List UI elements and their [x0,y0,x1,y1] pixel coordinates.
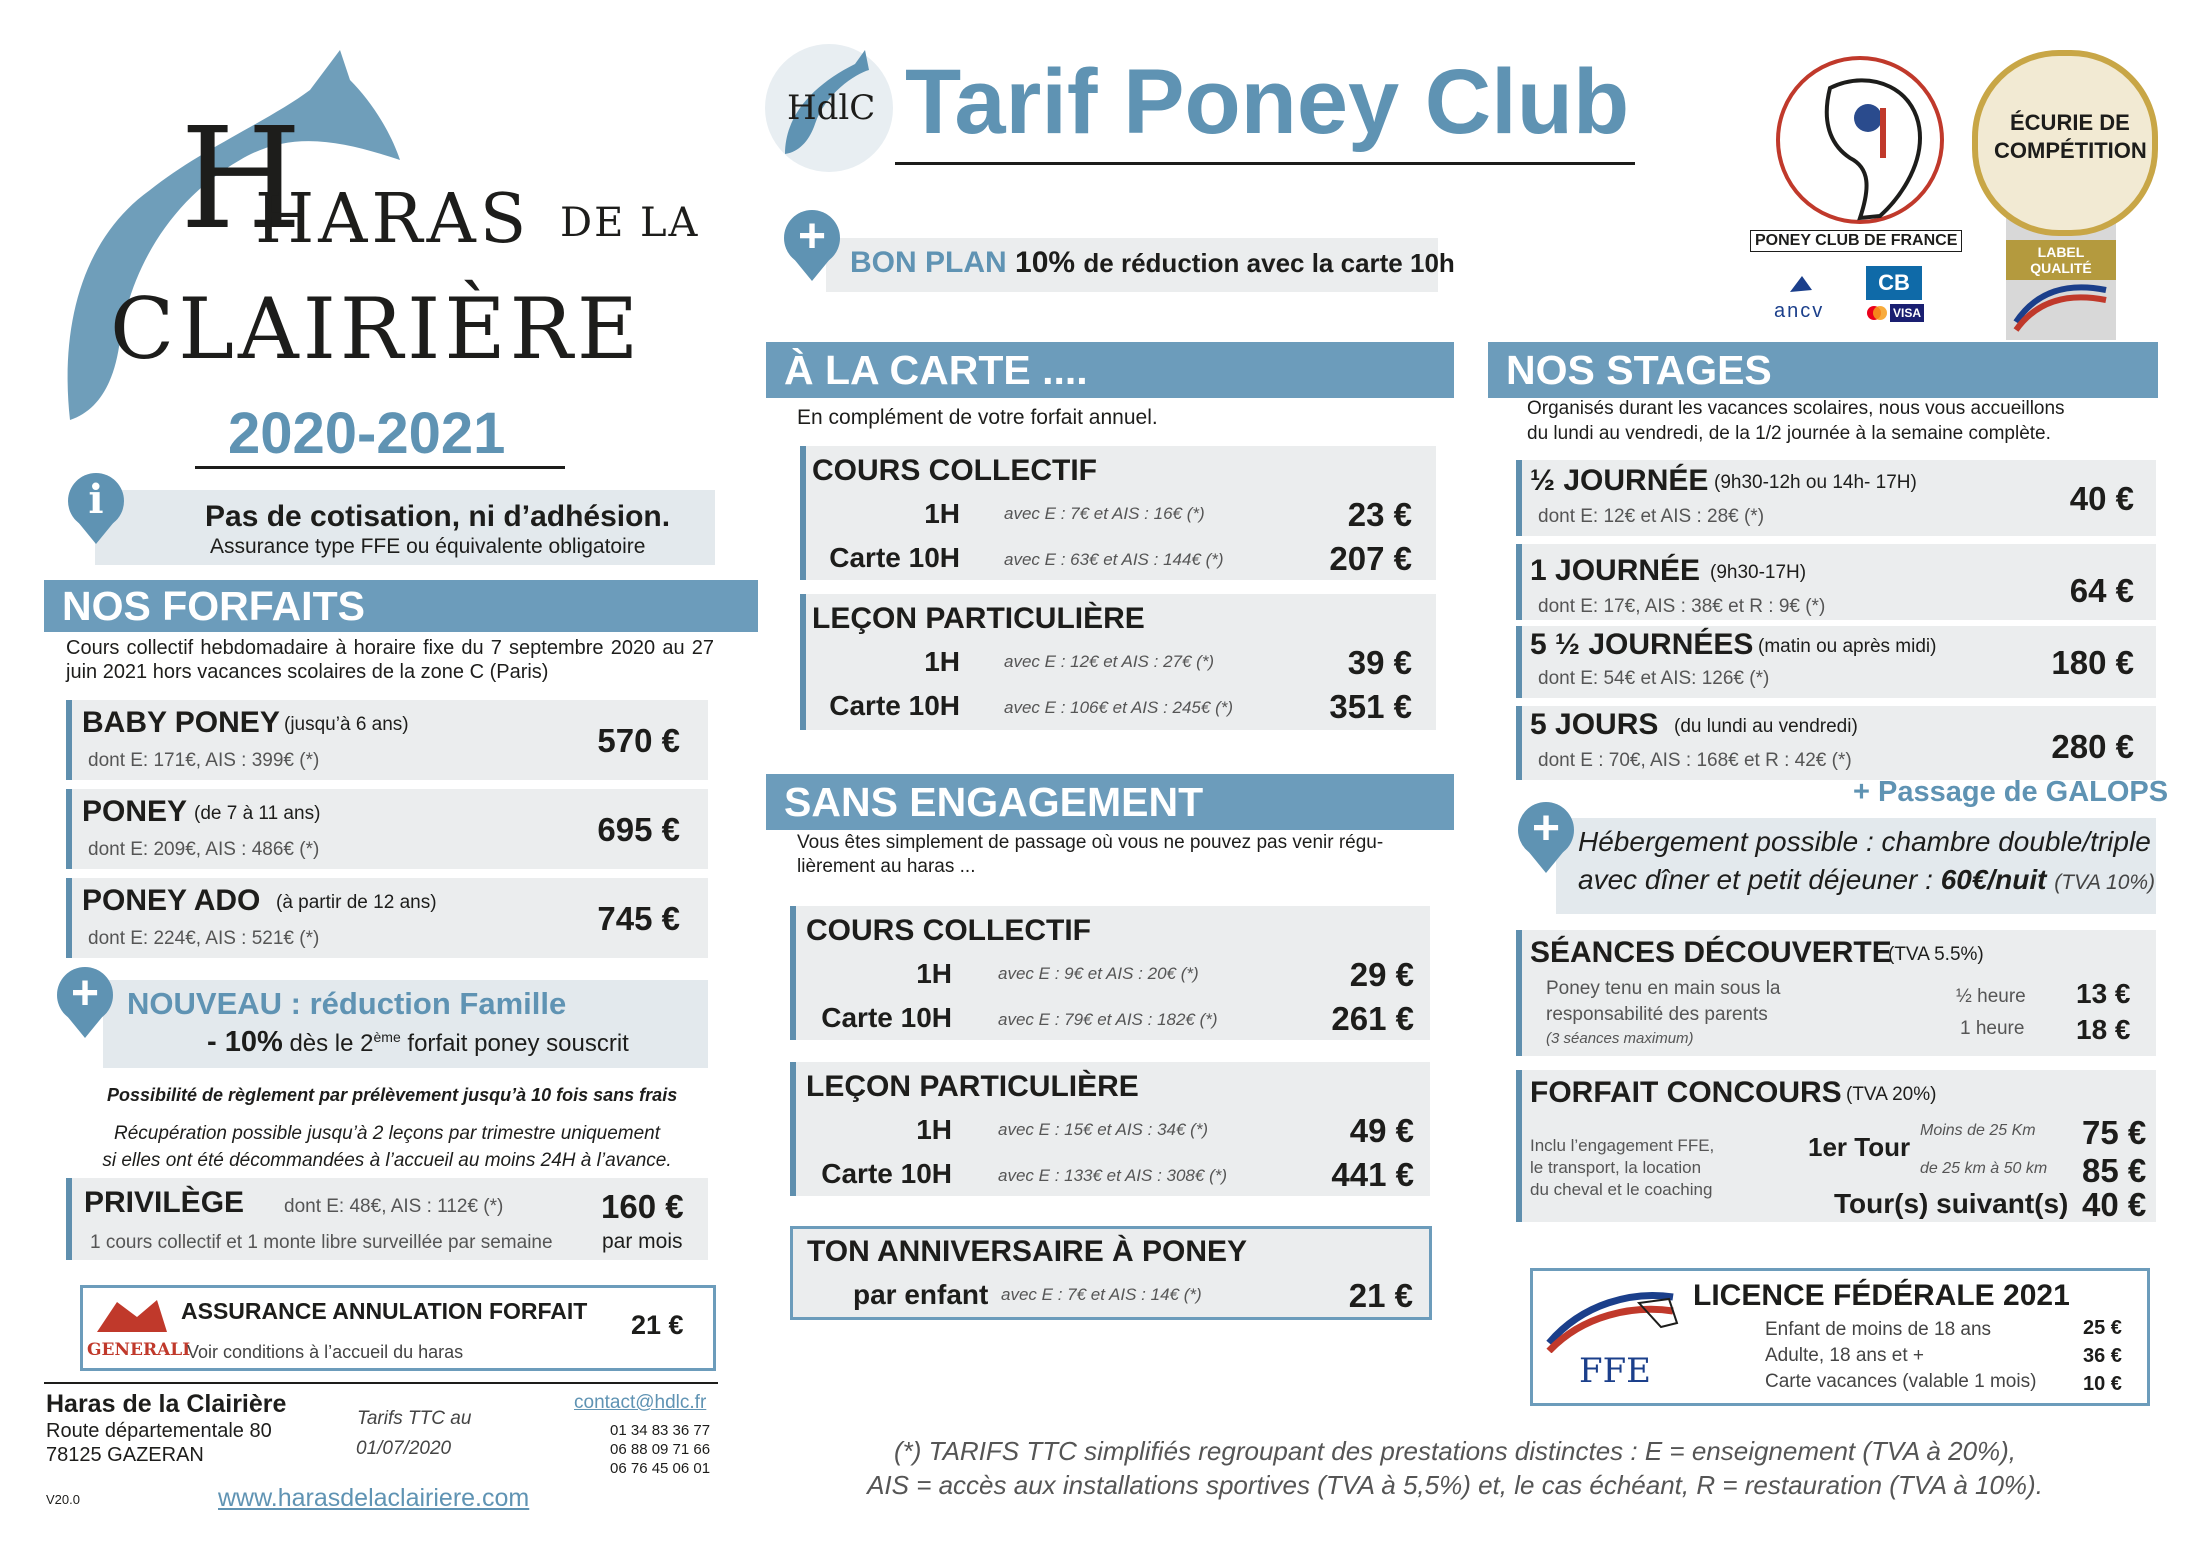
row-price: 441 € [1331,1156,1414,1193]
forfait-price: 570 € [597,722,680,759]
recup-line1: Récupération possible jusqu’à 2 leçons par trimestre uniquement [113,1123,661,1144]
anniv-title: TON ANNIVERSAIRE À PONEY [807,1235,1248,1268]
decouverte-desc2: responsabilité des parents [1546,1004,1768,1025]
anniv-label: par enfant [853,1279,989,1310]
forfait-note: (à partir de 12 ans) [276,892,437,913]
footer-addr1: Route départementale 80 [46,1420,272,1442]
footer-email[interactable]: contact@hdlc.fr [574,1392,707,1413]
privilege-sub: 1 cours collectif et 1 monte libre surveillée par semaine [90,1232,553,1253]
footer-tel2: 06 88 09 71 66 [610,1441,711,1458]
anniv-detail: avec E : 7€ et AIS : 14€ (*) [1001,1285,1202,1304]
row-detail: avec E : 106€ et AIS : 245€ (*) [1004,698,1234,717]
stage-detail: dont E : 70€, AIS : 168€ et R : 42€ (*) [1538,750,1852,771]
decouverte-title: SÉANCES DÉCOUVERTE [1530,936,1892,969]
row-price: 39 € [1347,644,1412,681]
group-title: LEÇON PARTICULIÈRE [812,602,1145,635]
concours-title: FORFAIT CONCOURS [1530,1076,1842,1109]
stage-price: 64 € [2069,572,2134,609]
concours-desc1: Inclu l’engagement FFE, [1530,1136,1715,1155]
info-title: Pas de cotisation, ni d’adhésion. [205,500,671,533]
item-bar [66,878,72,958]
row-price: 351 € [1329,688,1412,725]
forfait-price: 695 € [597,811,680,848]
brand-line1: HARAS [255,180,531,259]
item-bar [66,1178,72,1260]
plus-icon: + [57,967,113,1023]
concours-desc3: du cheval et le coaching [1530,1180,1713,1199]
row-detail: avec E : 12€ et AIS : 27€ (*) [1004,652,1215,671]
licence-box [1530,1268,2150,1406]
decouverte-tva: (TVA 5.5%) [1888,944,1984,965]
stage-price: 40 € [2069,480,2134,517]
row-detail: avec E : 133€ et AIS : 308€ (*) [998,1166,1228,1185]
assurance-price: 21 € [631,1310,684,1340]
galops-note: + Passage de GALOPS [1853,776,2169,808]
row-detail: avec E : 9€ et AIS : 20€ (*) [998,964,1199,983]
footer-addr2: 78125 GAZERAN [46,1444,204,1466]
item-bar [790,1062,796,1196]
forfait-name: PONEY [82,795,188,828]
heberg-text: avec dîner et petit déjeuner : [1578,864,1933,895]
ffe-text: FFE [1579,1351,1652,1391]
tarifs-notes [810,1434,2100,1502]
anniv-price: 21 € [1348,1277,1413,1314]
hebergement-box [1556,818,2156,914]
item-bar [66,700,72,780]
group-title: COURS COLLECTIF [806,914,1091,947]
stage-note: (matin ou après midi) [1758,636,1937,657]
plus-icon-tail [67,1016,103,1038]
carte-intro: En complément de votre forfait annuel. [797,406,1158,429]
row-detail: avec E : 79€ et AIS : 182€ (*) [998,1010,1218,1029]
stages-intro1: Organisés durant les vacances scolaires, nous vous accueillons [1527,398,2065,419]
assurance-box [80,1285,716,1371]
footer-tel1: 01 34 83 36 77 [610,1422,711,1439]
pcf-text: PONEY CLUB DE FRANCE [1750,230,1962,252]
generali-logo [87,1292,191,1362]
heberg-tva: (TVA 10%) [2054,871,2156,894]
forfait-note: (jusqu’à 6 ans) [284,714,409,735]
horse-stripes-icon [1543,1283,1683,1353]
stage-name: ½ JOURNÉE [1530,464,1709,497]
brand-logo [40,40,700,420]
bonplan-box [826,238,1455,292]
mastercard-icon [1866,304,1888,322]
decouverte-r2-label: 1 heure [1960,1018,2025,1039]
label-qualite: LABEL QUALITÉ [2006,240,2116,280]
sans-group [790,1062,1430,1196]
title-rule [895,162,1635,165]
privilege-name: PRIVILÈGE [84,1186,245,1219]
footer-tarifs2: 01/07/2020 [356,1438,452,1459]
item-bar [790,906,796,1040]
stage-detail: dont E: 12€ et AIS : 28€ (*) [1538,506,1765,527]
season-rule [195,466,565,469]
decouverte-box [1516,930,2156,1056]
lion-icon [87,1292,177,1340]
decouverte-r1-label: ½ heure [1956,986,2026,1007]
sans-group [790,906,1430,1040]
privilege-box [66,1178,708,1260]
visa-logo: VISA [1890,304,1924,322]
row-label: Carte 10H [829,542,960,573]
stage-item [1516,626,2156,698]
forfait-name: BABY PONEY [82,706,280,739]
poney-club-france-logo [1750,48,1970,258]
plus-icon-tail [1528,851,1564,873]
assurance-title: ASSURANCE ANNULATION FORFAIT [181,1298,588,1324]
item-bar [800,594,806,730]
concours-p1: 75 € [2082,1114,2147,1151]
concours-suivant: Tour(s) suivant(s) [1834,1188,2069,1219]
row-price: 29 € [1349,956,1414,993]
ancv-bird-icon [1788,272,1814,298]
stage-name: 1 JOURNÉE [1530,554,1701,587]
carte-group [800,446,1436,580]
cb-logo: CB [1866,266,1922,300]
concours-d1: Moins de 25 Km [1920,1122,2036,1139]
assurance-sub: Voir conditions à l’accueil du haras [187,1342,464,1362]
stage-note: (du lundi au vendredi) [1674,716,1858,737]
forfait-price: 745 € [597,900,680,937]
footer-name: Haras de la Clairière [46,1390,287,1418]
stage-item [1516,460,2156,536]
stage-note: (9h30-17H) [1710,562,1807,583]
bonplan-text: de réduction avec la carte 10h [1083,248,1455,278]
forfait-detail: dont E: 224€, AIS : 521€ (*) [88,928,320,949]
concours-desc2: le transport, la location [1530,1158,1702,1177]
privilege-per: par mois [602,1230,683,1253]
decouverte-r1-price: 13 € [2076,978,2131,1009]
item-bar [1516,1070,1522,1222]
forfait-detail: dont E: 171€, AIS : 399€ (*) [88,750,320,771]
sans-intro2: lièrement au haras ... [797,856,976,877]
stage-price: 280 € [2051,728,2134,765]
plus-icon: + [1518,802,1574,858]
item-bar [1516,544,1522,620]
season: 2020-2021 [228,401,506,466]
decouverte-r2-price: 18 € [2076,1014,2131,1045]
row-price: 49 € [1349,1112,1414,1149]
licence-price: 25 € [2083,1317,2122,1339]
generali-text: GENERALI [87,1340,191,1360]
footer-tel3: 06 76 45 06 01 [610,1460,711,1477]
sans-intro1: Vous êtes simplement de passage où vous ne pouvez pas venir régu- [797,832,1384,853]
row-label: Carte 10H [821,1002,952,1033]
decouverte-desc1: Poney tenu en main sous la [1546,978,1781,999]
info-box [95,490,715,565]
footer-version: V20.0 [46,1492,80,1507]
bonplan-pct: 10% [1015,246,1076,279]
recup-note [66,1120,708,1174]
stage-note: (9h30-12h ou 14h- 17H) [1714,472,1917,493]
item-bar [66,789,72,869]
ecurie-text2: COMPÉTITION [1994,138,2147,163]
monogram-logo [765,44,893,172]
concours-tva: (TVA 20%) [1846,1084,1937,1105]
heberg-line1: Hébergement possible : chambre double/triple [1578,826,2151,857]
decouverte-desc3: (3 séances maximum) [1546,1030,1694,1047]
forfait-note: (de 7 à 11 ans) [194,803,321,824]
item-bar [1516,706,1522,780]
row-detail: avec E : 7€ et AIS : 16€ (*) [1004,504,1205,523]
footer-tarifs1: Tarifs TTC au [357,1408,472,1429]
brand-line2: CLAIRIÈRE [110,280,643,378]
concours-d2: de 25 km à 50 km [1920,1160,2048,1177]
plus-icon: + [784,210,840,266]
row-label: Carte 10H [829,690,960,721]
ancv-logo: ancv [1774,300,1825,322]
concours-p3: 40 € [2082,1186,2147,1223]
row-price: 23 € [1347,496,1412,533]
group-title: COURS COLLECTIF [812,454,1097,487]
page-title: Tarif Poney Club [905,51,1630,153]
item-bar [1516,626,1522,698]
famille-title: NOUVEAU : réduction Famille [127,986,567,1021]
stage-price: 180 € [2051,644,2134,681]
row-label: 1H [916,1114,952,1145]
plus-icon-tail [794,259,830,281]
heberg-line2 [1578,864,2155,896]
forfait-detail: dont E: 209€, AIS : 486€ (*) [88,839,320,860]
notes-line1: (*) TARIFS TTC simplifiés regroupant des prestations distinctes : E = enseignement (TVA à 20%), [893,1436,2017,1466]
licence-title: LICENCE FÉDÉRALE 2021 [1693,1279,2070,1312]
horse-stripes-icon [2006,272,2116,332]
row-label: 1H [924,646,960,677]
item-bar [1516,460,1522,536]
bonplan-line [850,246,1455,280]
sans-header: SANS ENGAGEMENT [766,774,1454,830]
item-bar [1516,930,1522,1056]
notes-line2: AIS = accès aux installations sportives (TVA à 5,5%) et, le cas échéant, R = restauration (TVA à 10%). [867,1470,2043,1500]
famille-text-a: dès le 2 [289,1030,374,1057]
stage-detail: dont E: 17€, AIS : 38€ et R : 9€ (*) [1538,596,1826,617]
stage-item [1516,544,2156,620]
forfaits-header: NOS FORFAITS [44,580,758,632]
anniversaire-box [790,1226,1432,1320]
monogram-text: HdlC [787,88,876,128]
licence-label: Enfant de moins de 18 ans [1765,1319,1992,1340]
row-price: 207 € [1329,540,1412,577]
pony-head-icon [1750,48,1970,228]
famille-pct: - 10% [207,1026,283,1058]
bonplan-label: BON PLAN [850,246,1007,279]
row-label: 1H [924,498,960,529]
stages-intro2: du lundi au vendredi, de la 1/2 journée à la semaine complète. [1527,423,2051,444]
famille-box [103,980,708,1068]
famille-sup: ème [373,1029,401,1045]
famille-line [207,1026,629,1059]
footer-rule [44,1382,718,1384]
carte-group [800,594,1436,730]
reglement-note: Possibilité de règlement par prélèvement jusqu’à 10 fois sans frais [107,1085,678,1105]
heberg-price: 60€/nuit [1940,864,2047,895]
stage-detail: dont E: 54€ et AIS: 126€ (*) [1538,668,1770,689]
info-sub: Assurance type FFE ou équivalente obligatoire [210,535,646,558]
forfait-item [66,878,708,958]
privilege-detail: dont E: 48€, AIS : 112€ (*) [284,1196,504,1217]
ecurie-badge [1966,44,2156,340]
concours-p2: 85 € [2082,1152,2147,1189]
stages-header: NOS STAGES [1488,342,2158,398]
licence-price: 36 € [2083,1345,2122,1367]
row-label: 1H [916,958,952,989]
ffe-logo [1543,1283,1683,1391]
brand-line1-suffix: DE LA [560,200,700,246]
group-title: LEÇON PARTICULIÈRE [806,1070,1139,1103]
row-detail: avec E : 15€ et AIS : 34€ (*) [998,1120,1209,1139]
brand-h: H [180,98,303,261]
famille-text-b: forfait poney souscrit [407,1030,629,1057]
concours-box [1516,1070,2156,1222]
info-icon: i [68,473,124,529]
privilege-price: 160 € [601,1188,684,1225]
stage-item [1516,706,2156,780]
row-price: 261 € [1331,1000,1414,1037]
recup-line2: si elles ont été décommandées à l’accueil au moins 24H à l’avance. [102,1150,672,1171]
stage-name: 5 ½ JOURNÉES [1530,628,1754,661]
footer-website[interactable]: www.harasdelaclairiere.com [218,1484,530,1512]
licence-label: Adulte, 18 ans et + [1765,1345,1924,1366]
carte-header: À LA CARTE .... [766,342,1454,398]
forfait-name: PONEY ADO [82,884,261,917]
row-label: Carte 10H [821,1158,952,1189]
info-icon-tail [78,522,114,544]
forfait-item [66,700,708,780]
licence-price: 10 € [2083,1373,2122,1395]
item-bar [800,446,806,580]
stage-name: 5 JOURS [1530,708,1659,741]
forfait-item [66,789,708,869]
licence-label: Carte vacances (valable 1 mois) [1765,1371,2037,1392]
forfaits-intro: Cours collectif hebdomadaire à horaire fixe du 7 septembre 2020 au 27 juin 2021 hors vacances scolaires de la zone C (Paris) [66,637,714,683]
concours-tour1: 1er Tour [1808,1132,1911,1162]
ecurie-text1: ÉCURIE DE [2010,110,2130,135]
row-detail: avec E : 63€ et AIS : 144€ (*) [1004,550,1224,569]
